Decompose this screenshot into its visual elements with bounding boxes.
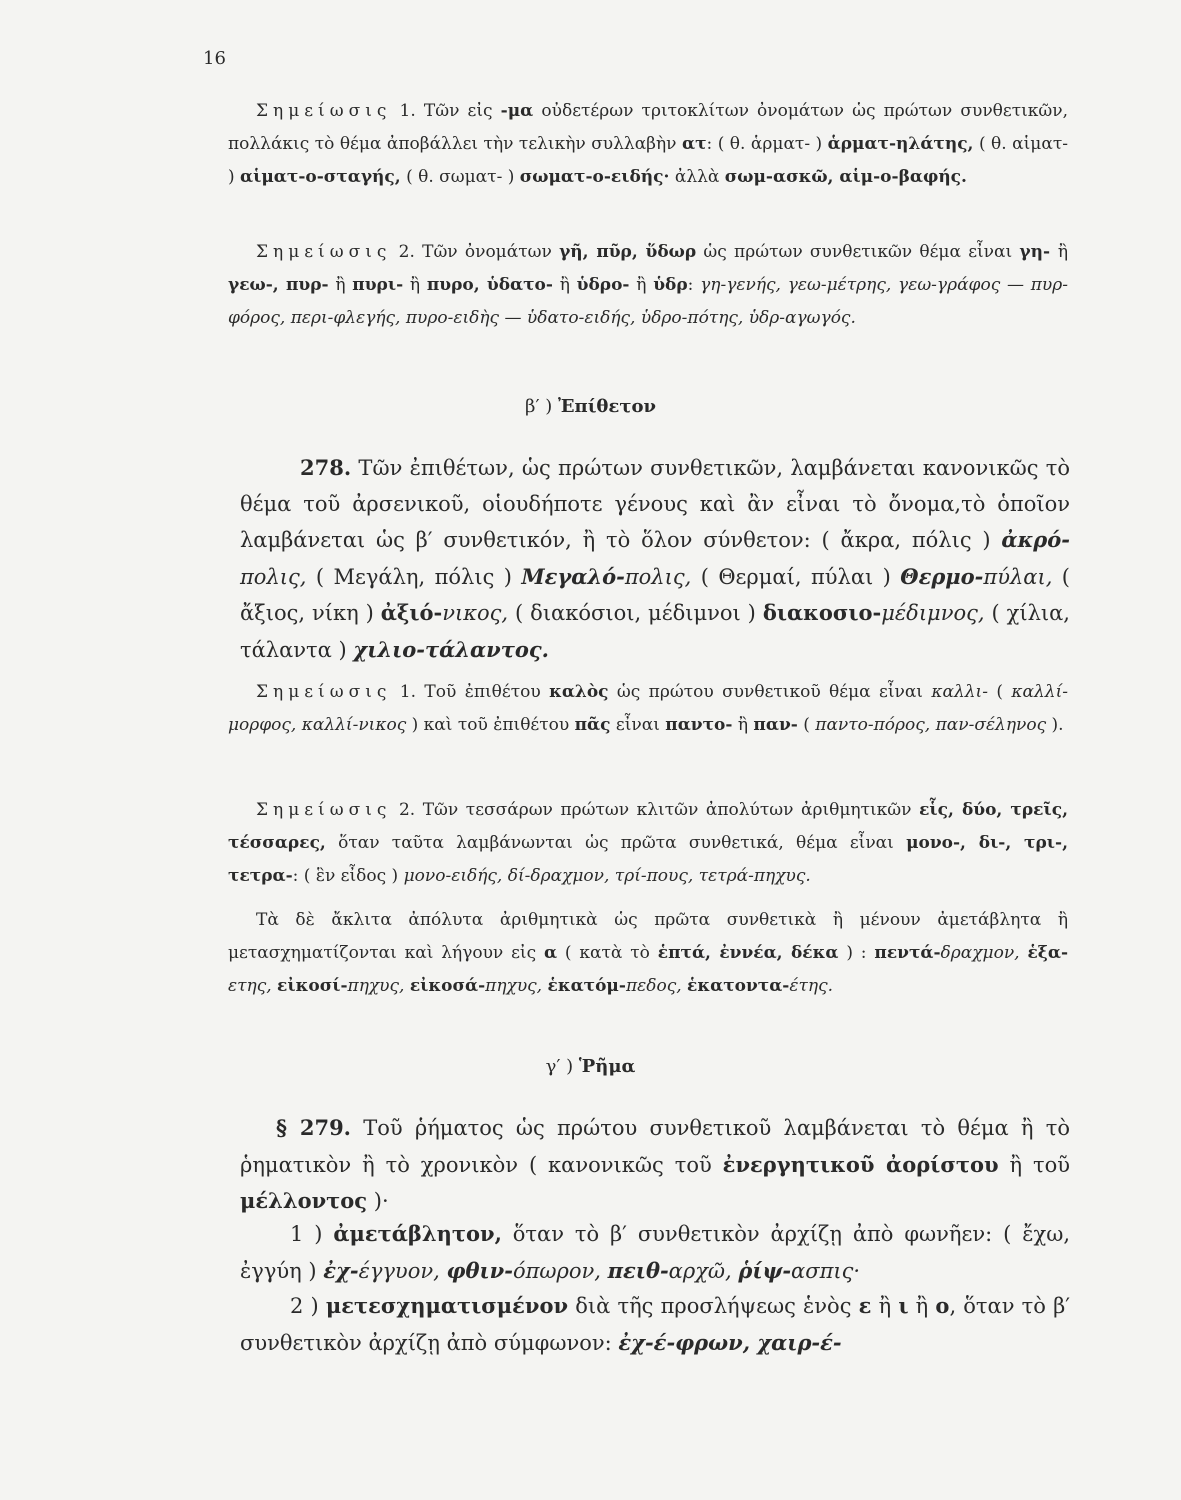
note-2: Σημείωσις 2. Τῶν ὀνομάτων γῆ, πῦρ, ὕδωρ ὡς πρώτων συνθετικῶν θέμα εἶναι γη- ἢ γεω-, πυρ- ἢ πυρι- ἢ πυρο, ὑδατο- ἢ ὑδρο- ἢ ὑδρ: γη-γενής, γεω-μέτρης, γεω-γράφος — πυρ-φόρος, περι-φλεγής, πυρο-ειδὴς — ὑδατο-ειδής, ὑδρο-πότης, ὑδρ-αγωγός. [228, 242, 1068, 328]
note-1: Σημείωσις 1. Τῶν εἰς -μα οὐδετέρων τριτοκλίτων ὀνομάτων ὡς πρώτων συνθετικῶν, πολλάκις τὸ θέμα ἀποβάλλει τὴν τελικὴν συλλαβὴν ατ: ( θ. ἁρματ- ) ἁρματ-ηλάτης, ( θ. αἱματ- ) αἱματ-ο-σταγής, ( θ. σωματ- ) σωματ-ο-ειδής· ἀλλὰ σωμ-ασκῶ, αἱμ-ο-βαφής. [228, 101, 1068, 187]
rule-item-1: 1 ) ἀμετάβλητον, ὅταν τὸ β′ συνθετικὸν ἀρχίζῃ ἀπὸ φωνῆεν: ( ἔχω, ἐγγύη ) ἐχ-έγγυον, φθιν-όπωρον, πειθ-αρχῶ, ῥίψ-ασπις· [240, 1221, 1070, 1283]
page-number: 16 [203, 48, 226, 69]
note-4: Σημείωσις 2. Τῶν τεσσάρων πρώτων κλιτῶν ἀπολύτων ἀριθμητικῶν εἷς, δύο, τρεῖς, τέσσαρες, ὅταν ταῦτα λαμβάνωνται ὡς πρῶτα συνθετικά, θέμα εἶναι μονο-, δι-, τρι-, τετρα-: ( ἓν εἶδος ) μονο-ειδής, δί-δραχμον, τρί-πους, τετρά-πηχυς. [228, 800, 1068, 886]
section-heading-adjective: β′ ) Ἐπίθετον [525, 396, 656, 417]
note-label: Σημείωσις [256, 101, 392, 121]
note-label: Σημείωσις [256, 682, 392, 702]
paragraph-number: 278. [300, 455, 352, 480]
paragraph-278: 278. Τῶν ἐπιθέτων, ὡς πρώτων συνθετικῶν, λαμβάνεται κανονικῶς τὸ θέμα τοῦ ἀρσενικοῦ, οἱουδήποτε γένους καὶ ἂν εἶναι τὸ ὄνομα,τὸ ὁποῖον λαμβάνεται ὡς β′ συνθετικόν, ἢ τὸ ὅλον σύνθετον: ( ἄκρα, πόλις ) ἀκρό-πολις, ( Μεγάλη, πόλις ) Μεγαλό-πολις, ( Θερμαί, πύλαι ) Θερμο-πύλαι, ( ἄξιος, νίκη ) ἀξιό-νικος, ( διακόσιοι, μέδιμνοι ) διακοσιο-μέδιμνος, ( χίλια, τάλαντα ) χιλιο-τάλαντος. [240, 455, 1070, 662]
section-heading-verb: γ′ ) Ῥῆμα [545, 1056, 636, 1077]
paragraph-number: § 279. [276, 1115, 351, 1140]
paragraph-279: § 279. Τοῦ ῥήματος ὡς πρώτου συνθετικοῦ λαμβάνεται τὸ θέμα ἢ τὸ ῥηματικὸν ἢ τὸ χρονικὸν ( κανονικῶς τοῦ ἐνεργητικοῦ ἀορίστου ἢ τοῦ μέλλοντος )· [240, 1115, 1070, 1213]
note-label: Σημείωσις [256, 800, 392, 820]
rule-item-2: 2 ) μετεσχηματισμένον διὰ τῆς προσλήψεως ἑνὸς ε ἢ ι ἢ ο, ὅταν τὸ β′ συνθετικὸν ἀρχίζῃ ἀπὸ σύμφωνον: ἐχ-έ-φρων, χαιρ-έ- [240, 1293, 1070, 1355]
note-5: Τὰ δὲ ἄκλιτα ἀπόλυτα ἀριθμητικὰ ὡς πρῶτα συνθετικὰ ἢ μένουν ἀμετάβλητα ἢ μετασχηματίζονται καὶ λήγουν εἰς α ( κατὰ τὸ ἑπτά, ἐννέα, δέκα ) : πεντά-δραχμον, ἑξα-ετης, εἰκοσί-πηχυς, εἰκοσά-πηχυς, ἑκατόμ-πεδος, ἑκατοντα-έτης. [228, 910, 1068, 996]
note-3: Σημείωσις 1. Τοῦ ἐπιθέτου καλὸς ὡς πρώτου συνθετικοῦ θέμα εἶναι καλλι- ( καλλί-μορφος, καλλί-νικος ) καὶ τοῦ ἐπιθέτου πᾶς εἶναι παντο- ἢ παν- ( παντο-πόρος, παν-σέληνος ). [228, 682, 1068, 735]
note-label: Σημείωσις [256, 242, 392, 262]
